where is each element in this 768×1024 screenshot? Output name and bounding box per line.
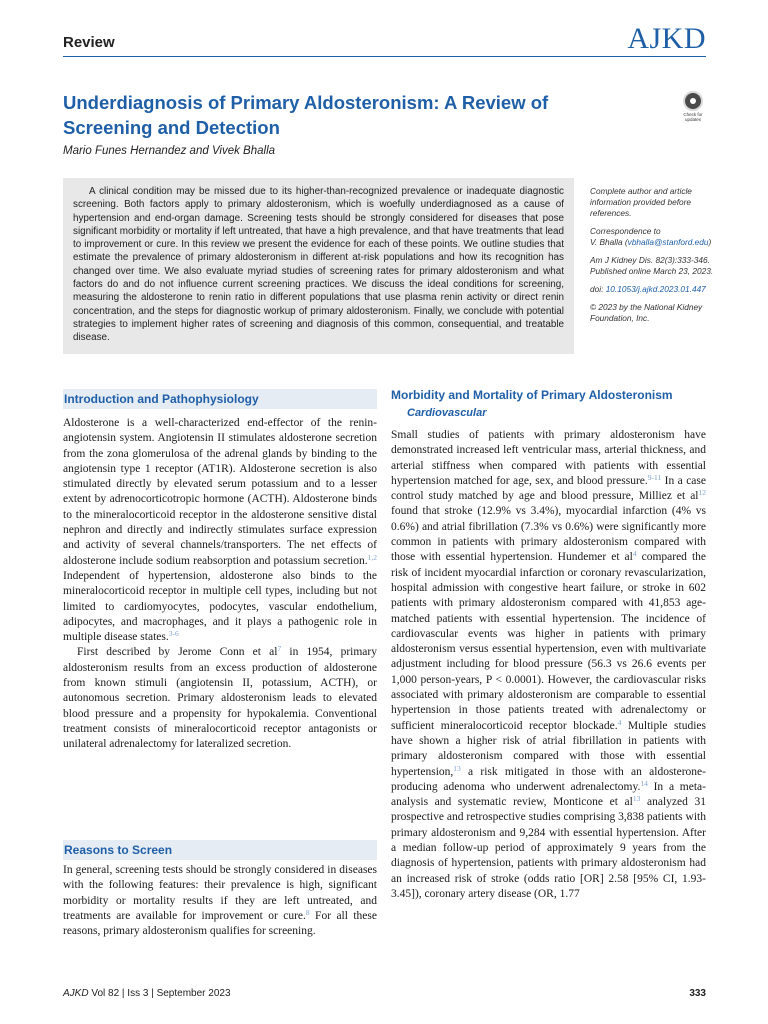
author-info-note: Complete author and article information provided before references. xyxy=(590,186,692,218)
reference-link[interactable]: 1,2 xyxy=(367,552,377,562)
reference-link[interactable]: 14 xyxy=(640,778,648,788)
doi-info xyxy=(590,284,718,295)
correspondence-email-link[interactable]: vbhalla@stanford.edu xyxy=(627,237,709,247)
text-run: in 1954, primary aldosteronism results from an excess production of aldosterone from known stimuli (angiotensin II, potassium, ACTH), or autonomous secretion. Primary aldosteronism leads to elevated blood pressure and a propensity for hypokalemia. Conventional treatment consists of mineralocorticoid receptor antagonists or unilateral adrenalectomy for lateralized secretion. xyxy=(63,646,377,751)
reference-link[interactable]: 9-11 xyxy=(647,472,662,482)
text-run: In a meta-analysis and systematic review, Monticone et al xyxy=(391,780,706,809)
check-for-updates-badge[interactable] xyxy=(678,91,708,125)
reference-link[interactable]: 13 xyxy=(453,763,461,773)
section-heading-reasons: Reasons to Screen xyxy=(63,840,377,860)
text-run: found that stroke (12.9% vs 3.4%), myocardial infarction (4% vs 0.6%) and atrial fibrillation (7.3% vs 0.6%) were significantly more common in patients with primary aldosteronism compared with those with essential hypertension. Hundemer et al xyxy=(391,505,706,564)
correspondence-close: ) xyxy=(708,237,712,247)
correspondence-label: Correspondence to xyxy=(590,226,661,236)
text-run: Small studies of patients with primary aldosteronism have demonstrated increased left ventricular mass, arterial thickness, and arterial stiffness when compared with patients with essential hypertension matched for age, sex, and blood pressure. xyxy=(391,429,706,487)
page-number: 333 xyxy=(689,988,706,999)
text-run: Multiple studies have shown a higher risk of atrial fibrillation in patients with primary aldosteronism compared with those with essential hypertension, xyxy=(391,719,706,778)
reference-link[interactable]: 3-6 xyxy=(168,629,179,639)
reference-link[interactable]: 8 xyxy=(305,907,310,917)
section-heading-morbidity: Morbidity and Mortality of Primary Aldosteronism xyxy=(391,388,673,402)
text-run: Independent of hypertension, aldosterone also binds to the mineralocorticoid receptor in multiple cell types, including but not limited to cardiomyocytes, podocytes, vascular endothelium, adipocytes, and macrophages, and it plays a pathogenic role in multiple disease states. xyxy=(63,569,377,644)
article-authors: Mario Funes Hernandez and Vivek Bhalla xyxy=(63,145,276,157)
reasons-body xyxy=(63,863,377,939)
section-label: Review xyxy=(63,34,115,51)
doi-label: doi: xyxy=(590,284,606,294)
doi-link[interactable]: 10.1053/j.ajkd.2023.01.447 xyxy=(605,284,706,294)
footer-citation xyxy=(63,988,231,999)
header-divider xyxy=(63,56,706,57)
check-for-updates-icon xyxy=(683,91,703,111)
left-column-body xyxy=(63,416,377,753)
reference-link[interactable]: 13 xyxy=(632,794,641,804)
footer-journal: AJKD xyxy=(63,988,89,999)
text-run: In a case control study matched by age and blood pressure, Milliez et al xyxy=(391,474,706,503)
text-run: Aldosterone is a well-characterized end-effector of the renin-angiotensin system. Angiotensin II stimulates aldosterone secretion from the zona glomerulosa of the adrenal glands by binding to the angiotensin type 1 receptor (AT1R). Aldosterone secretion is also stimulated directly by elevated serum potassium and to a lesser extent by adrenocorticotropic hormone (ACTH). Aldosterone binds to the mineralocorticoid receptor in the aldosterone sensitive distal nephron and directly and indirectly stimulates surface expression and activity of several channels/transporters. The net effects of aldosterone include sodium reabsorption and potassium secretion. xyxy=(63,417,377,567)
text-run: analyzed 31 prospective and retrospective studies comprising 3,838 patients with primary aldosteronism and 9,284 with essential hypertension. After a median follow-up period of approximately 9 years from the diagnosis of hypertension, patients with primary aldosteronism had an increased risk of stroke (odds ratio [OR] 2.58 [95% CI, 1.93-3.45]), coronary artery disease (OR, 1.77 xyxy=(391,796,706,900)
reference-link[interactable]: 4 xyxy=(632,549,637,559)
reference-link[interactable]: 12 xyxy=(698,488,706,498)
footer-issue: Vol 82 | Iss 3 | September 2023 xyxy=(88,988,231,999)
text-run: a risk mitigated in those with an aldosterone-producing adenoma who underwent adrenalectomy. xyxy=(391,765,706,793)
intro-paragraph-1 xyxy=(63,416,377,645)
subsection-heading-cardiovascular: Cardiovascular xyxy=(407,407,487,419)
reference-link[interactable]: 7 xyxy=(277,644,282,654)
article-title: Underdiagnosis of Primary Aldosteronism: A Review of Screening and Detection xyxy=(63,92,549,138)
article-info-sidebar xyxy=(590,186,718,331)
journal-logo[interactable]: AJKD xyxy=(627,22,706,55)
text-run: For all these reasons, primary aldosteronism qualifies for screening. xyxy=(63,909,377,938)
copyright: © 2023 by the National Kidney Foundation, Inc. xyxy=(590,302,703,323)
reference-link[interactable]: 4 xyxy=(617,717,622,727)
cardio-paragraph xyxy=(391,428,706,902)
badge-label: Check for updates xyxy=(683,112,703,122)
correspondence-name: V. Bhalla ( xyxy=(590,237,628,247)
citation-info: Am J Kidney Dis. 82(3):333-346. Published online March 23, 2023. xyxy=(590,255,714,276)
intro-paragraph-2 xyxy=(63,645,377,752)
reasons-paragraph xyxy=(63,863,377,939)
right-column-body xyxy=(391,428,706,902)
text-run: In general, screening tests should be strongly considered in diseases with the following features: their prevalence is high, significant morbidity or mortality results if they are left untreated, and treatments are available for improvement or cure. xyxy=(63,864,377,922)
abstract: A clinical condition may be missed due to its higher-than-recognized prevalence or inadequate diagnostic screening. Both factors apply to primary aldosteronism, which is woefully underdiagnosed as a cause of hypertension and end-organ damage. Screening tests should be strongly considered for diseases that pose significant morbidity or mortality if left untreated, that have a high prevalence, and that have treatments that lead to improvement or cure. In this review we present the evidence for each of these points. We outline studies that estimate the prevalence of primary aldosteronism in different at-risk populations and how its recognition has changed over time. We also evaluate myriad studies of screening rates for primary aldosteronism and what factors do and do not influence current screening practices. We discuss the ideal conditions for screening, measuring the aldosterone to renin ratio in different populations that use plasma renin activity or direct renin concentration, and the steps for diagnostic workup of primary aldosteronism. Finally, we conclude with potential strategies to implement higher rates of screening and diagnosis of this common, consequential, and treatable disease. xyxy=(63,178,574,354)
text-run: First described by Jerome Conn et al xyxy=(77,646,278,659)
section-heading-introduction: Introduction and Pathophysiology xyxy=(63,389,377,409)
correspondence xyxy=(590,226,718,248)
text-run: compared the risk of incident myocardial infarction or coronary revascularization, hospital admission with congestive heart failure, or stroke in 602 patients with primary aldosteronism compared with 41,853 age-matched patients with essential hypertension. The incidence of cardiovascular events was higher in patients with primary aldosteronism versus essential hypertension, even with multivariate adjustment including for blood pressure (56.3 vs 26.6 events per 1,000 person-years, P < 0.0001). However, the cardiovascular risks associated with primary aldosteronism are comparable to essential hypertension in those patients treated with adrenalectomy or sufficient mineralocorticoid receptor blockade. xyxy=(391,551,706,732)
